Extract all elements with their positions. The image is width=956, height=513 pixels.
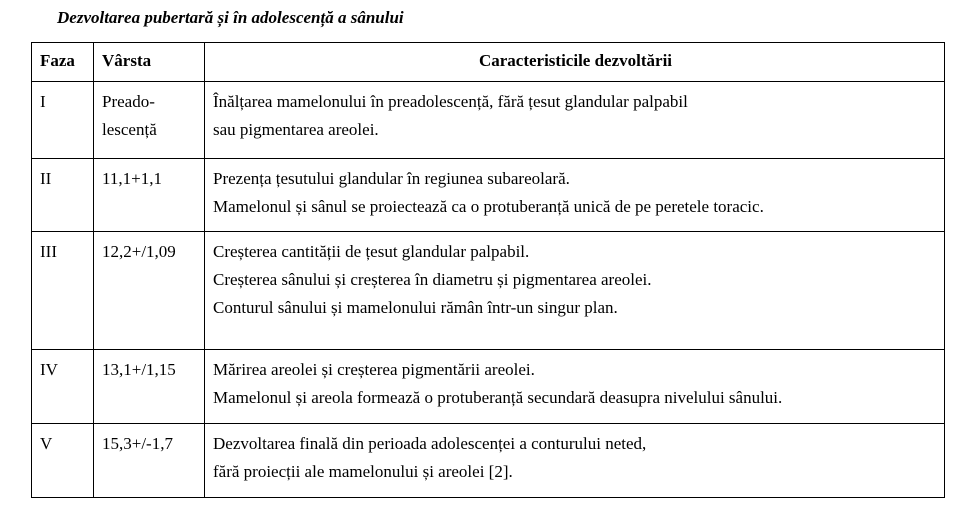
varsta-line: lescență xyxy=(102,120,157,139)
varsta-cell xyxy=(94,82,205,159)
faza-cell: I xyxy=(32,82,94,159)
varsta-cell xyxy=(94,350,205,424)
characteristics-cell xyxy=(205,82,945,159)
characteristics-cell xyxy=(205,159,945,232)
characteristic-line: Prezența țesutului glandular în regiunea subareolară. xyxy=(213,169,570,188)
varsta-line: 15,3+/-1,7 xyxy=(102,434,173,453)
characteristic-line: fără proiecții ale mamelonului și areolei [2]. xyxy=(213,462,513,481)
characteristic-line: sau pigmentarea areolei. xyxy=(213,120,379,139)
characteristic-line: Dezvoltarea finală din perioada adolescenței a conturului neted, xyxy=(213,434,647,453)
table-row xyxy=(32,424,945,498)
characteristic-line: Creșterea cantității de țesut glandular palpabil. xyxy=(213,242,530,261)
header-faza: Faza xyxy=(32,43,94,82)
varsta-line: 11,1+1,1 xyxy=(102,169,162,188)
table-row xyxy=(32,159,945,232)
faza-cell: IV xyxy=(32,350,94,424)
varsta-line: 13,1+/1,15 xyxy=(102,360,176,379)
header-caracteristici: Caracteristicile dezvoltării xyxy=(205,43,945,82)
header-varsta: Vârsta xyxy=(94,43,205,82)
characteristic-line: Conturul sânului și mamelonului rămân într-un singur plan. xyxy=(213,298,618,317)
characteristic-line: Mamelonul și areola formează o protuberanță secundară deasupra nivelului sânului. xyxy=(213,388,783,407)
varsta-cell xyxy=(94,424,205,498)
document-title: Dezvoltarea pubertară și în adolescență a sânului xyxy=(57,8,404,27)
characteristics-cell xyxy=(205,232,945,350)
characteristics-cell xyxy=(205,424,945,498)
characteristic-line: Înălțarea mamelonului în preadolescență, fără țesut glandular palpabil xyxy=(213,92,688,111)
characteristics-cell xyxy=(205,350,945,424)
faza-cell: V xyxy=(32,424,94,498)
table-row xyxy=(32,350,945,424)
faza-cell: III xyxy=(32,232,94,350)
table-row xyxy=(32,232,945,350)
varsta-line: 12,2+/1,09 xyxy=(102,242,176,261)
characteristic-line: Mărirea areolei și creșterea pigmentării areolei. xyxy=(213,360,535,379)
varsta-line: Preado- xyxy=(102,92,155,111)
table-row xyxy=(32,82,945,159)
table-header-row xyxy=(32,43,945,82)
varsta-cell xyxy=(94,159,205,232)
characteristic-line: Mamelonul și sânul se proiectează ca o protuberanță unică de pe peretele toracic. xyxy=(213,197,764,216)
varsta-cell xyxy=(94,232,205,350)
characteristic-line: Creșterea sânului și creșterea în diametru și pigmentarea areolei. xyxy=(213,270,652,289)
breast-development-table xyxy=(31,42,945,498)
faza-cell: II xyxy=(32,159,94,232)
